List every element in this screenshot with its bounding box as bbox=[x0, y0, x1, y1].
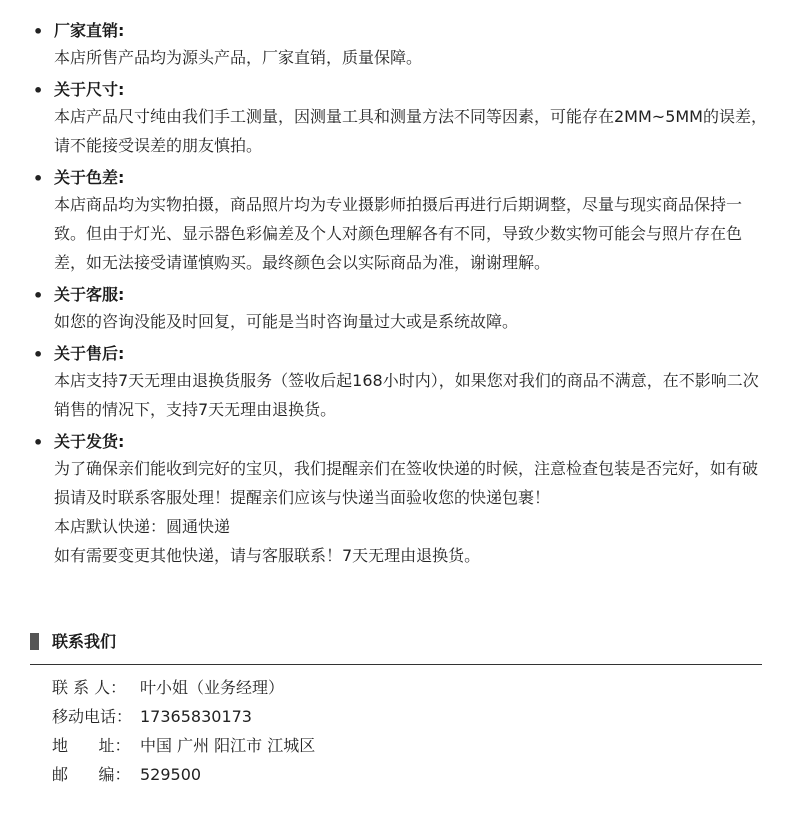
contact-value: 中国 广州 阳江市 江城区 bbox=[140, 736, 316, 755]
bullet-dot: • bbox=[33, 22, 44, 41]
contact-row-phone bbox=[52, 702, 315, 731]
contact-row-person bbox=[52, 673, 315, 702]
notice-text-default-courier: 本店默认快递：圆通快递 bbox=[54, 517, 231, 536]
contact-label: 邮 编： bbox=[52, 765, 131, 784]
notice-title: 关于尺寸: bbox=[54, 80, 125, 99]
notice-text: 本店产品尺寸纯由我们手工测量，因测量工具和测量方法不同等因素，可能存在2MM~5MM的误差，请不能接受误差的朋友慎拍。 bbox=[54, 107, 767, 155]
contact-header bbox=[30, 630, 762, 665]
notice-size bbox=[0, 77, 800, 160]
contact-title: 联系我们 bbox=[52, 632, 117, 651]
notice-text: 本店所售产品均为源头产品，厂家直销，质量保障。 bbox=[54, 48, 423, 67]
notice-color-difference bbox=[0, 165, 800, 277]
section-marker-bar bbox=[30, 633, 39, 650]
notice-text-change-courier: 如有需要变更其他快递，请与客服联系！7天无理由退换货。 bbox=[54, 546, 481, 565]
notice-list bbox=[0, 18, 800, 570]
contact-value: 17365830173 bbox=[140, 707, 252, 726]
notice-text: 为了确保亲们能收到完好的宝贝，我们提醒亲们在签收快递的时候，注意检查包装是否完好，如有破损请及时联系客服处理！提醒亲们应该与快递当面验收您的快递包裹！ bbox=[54, 459, 759, 507]
contact-label: 地 址： bbox=[52, 736, 131, 755]
notice-title: 关于售后: bbox=[54, 344, 125, 363]
notice-title: 关于色差: bbox=[54, 168, 125, 187]
notice-after-sales bbox=[0, 341, 800, 424]
notice-text: 本店支持7天无理由退换货服务（签收后起168小时内），如果您对我们的商品不满意，在不影响二次销售的情况下，支持7天无理由退换货。 bbox=[54, 371, 759, 419]
bullet-dot: • bbox=[33, 286, 44, 305]
notice-title: 关于客服: bbox=[54, 285, 125, 304]
bullet-dot: • bbox=[33, 81, 44, 100]
contact-row-address bbox=[52, 731, 315, 760]
contact-label: 移动电话： bbox=[52, 707, 133, 726]
bullet-dot: • bbox=[33, 169, 44, 188]
contact-label: 联 系 人： bbox=[52, 678, 127, 697]
contact-row-postcode bbox=[52, 760, 315, 789]
bullet-dot: • bbox=[33, 433, 44, 452]
contact-value: 叶小姐（业务经理） bbox=[140, 678, 285, 697]
notice-shipping bbox=[0, 429, 800, 570]
contact-value: 529500 bbox=[140, 765, 202, 784]
notice-text: 本店商品均为实物拍摄，商品照片均为专业摄影师拍摄后再进行后期调整，尽量与现实商品保持一致。但由于灯光、显示器色彩偏差及个人对颜色理解各有不同，导致少数实物可能会与照片存在色差，如无法接受请谨慎购买。最终颜色会以实际商品为准，谢谢理解。 bbox=[54, 195, 743, 272]
notice-direct-sale bbox=[0, 18, 800, 72]
notice-text: 如您的咨询没能及时回复，可能是当时咨询量过大或是系统故障。 bbox=[54, 312, 519, 331]
bullet-dot: • bbox=[33, 345, 44, 364]
notice-title: 关于发货: bbox=[54, 432, 125, 451]
notice-customer-service bbox=[0, 282, 800, 336]
notice-title: 厂家直销: bbox=[54, 21, 125, 40]
contact-info bbox=[52, 673, 315, 789]
